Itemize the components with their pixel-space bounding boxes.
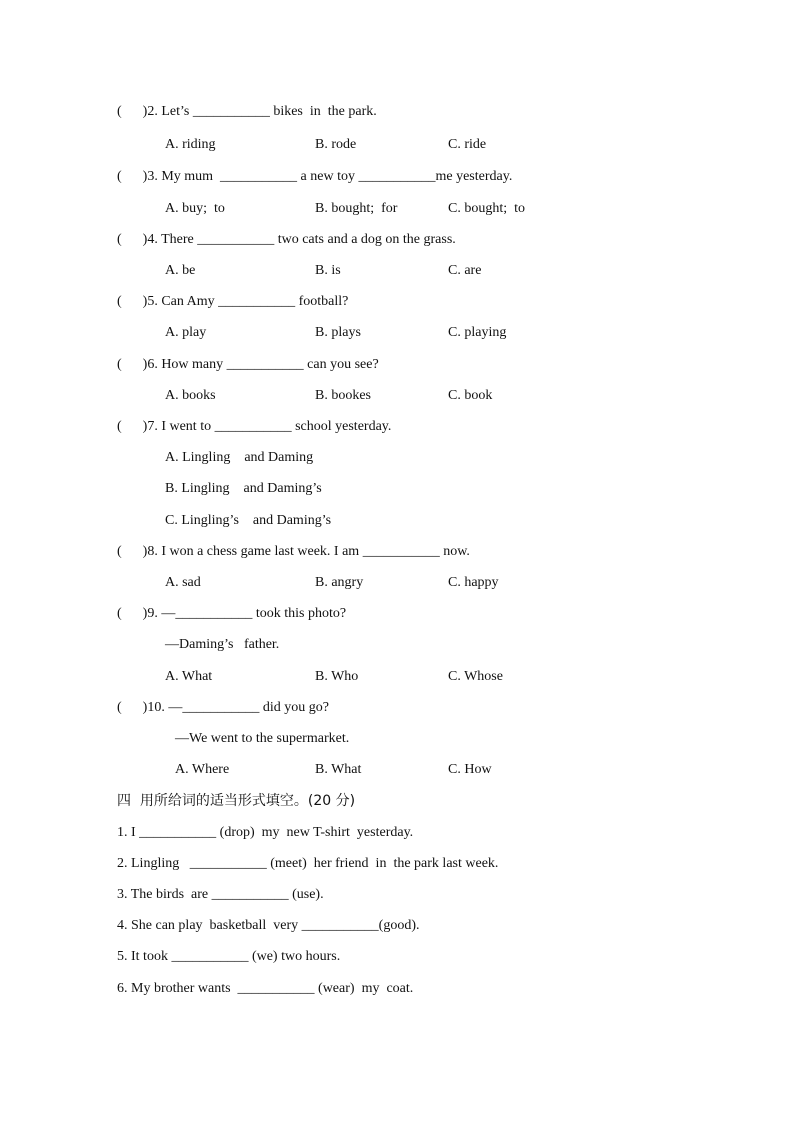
question-9: ( )9. —___________ took this photo? [117, 606, 347, 621]
question-8: ( )8. I won a chess game last week. I am ___________ now. [117, 544, 470, 559]
option-b: B. plays [315, 325, 361, 340]
fill-item-6: 6. My brother wants ___________ (wear) my coat. [117, 981, 414, 996]
option-c: C. happy [448, 575, 499, 590]
option-a: A. What [165, 669, 213, 684]
option-c: C. playing [448, 325, 507, 340]
fill-item-3: 3. The birds are ___________ (use). [117, 887, 324, 902]
question-4: ( )4. There ___________ two cats and a dog on the grass. [117, 232, 456, 247]
option-a: A. riding [165, 137, 216, 152]
option-b: B. rode [315, 137, 357, 152]
option-a: A. books [165, 388, 216, 403]
option-c: C. ride [448, 137, 487, 152]
question-6: ( )6. How many ___________ can you see? [117, 357, 379, 372]
question-5: ( )5. Can Amy ___________ football? [117, 294, 349, 309]
option-c: C. Lingling’s and Daming’s [165, 513, 332, 528]
option-b: B. Who [315, 669, 359, 684]
option-c: C. Whose [448, 669, 503, 684]
option-a: A. buy; to [165, 201, 225, 216]
question-2: ( )2. Let’s ___________ bikes in the park. [117, 104, 377, 119]
option-b: B. Lingling and Daming’s [165, 481, 322, 496]
option-c: C. bought; to [448, 201, 526, 216]
question-10: ( )10. —___________ did you go? [117, 700, 329, 715]
option-b: B. bookes [315, 388, 371, 403]
option-c: C. book [448, 388, 493, 403]
fill-item-5: 5. It took ___________ (we) two hours. [117, 949, 341, 964]
option-a: A. Lingling and Daming [165, 450, 314, 465]
option-a: A. sad [165, 575, 201, 590]
question-7: ( )7. I went to ___________ school yesterday. [117, 419, 392, 434]
option-a: A. play [165, 325, 207, 340]
fill-item-4: 4. She can play basketball very ___________(good). [117, 918, 420, 933]
answer-line: —We went to the supermarket. [175, 731, 350, 746]
option-b: B. bought; for [315, 201, 398, 216]
option-b: B. What [315, 762, 362, 777]
answer-line: —Daming’s father. [165, 637, 280, 652]
option-b: B. is [315, 263, 341, 278]
option-a: A. be [165, 263, 196, 278]
fill-item-1: 1. I ___________ (drop) my new T-shirt yesterday. [117, 825, 414, 840]
option-c: C. How [448, 762, 492, 777]
section-title: 四 用所给词的适当形式填空。(20 分) [117, 793, 356, 809]
question-3: ( )3. My mum ___________ a new toy ___________me yesterday. [117, 169, 513, 184]
fill-item-2: 2. Lingling ___________ (meet) her friend in the park last week. [117, 856, 499, 871]
option-b: B. angry [315, 575, 364, 590]
option-a: A. Where [175, 762, 230, 777]
option-c: C. are [448, 263, 482, 278]
